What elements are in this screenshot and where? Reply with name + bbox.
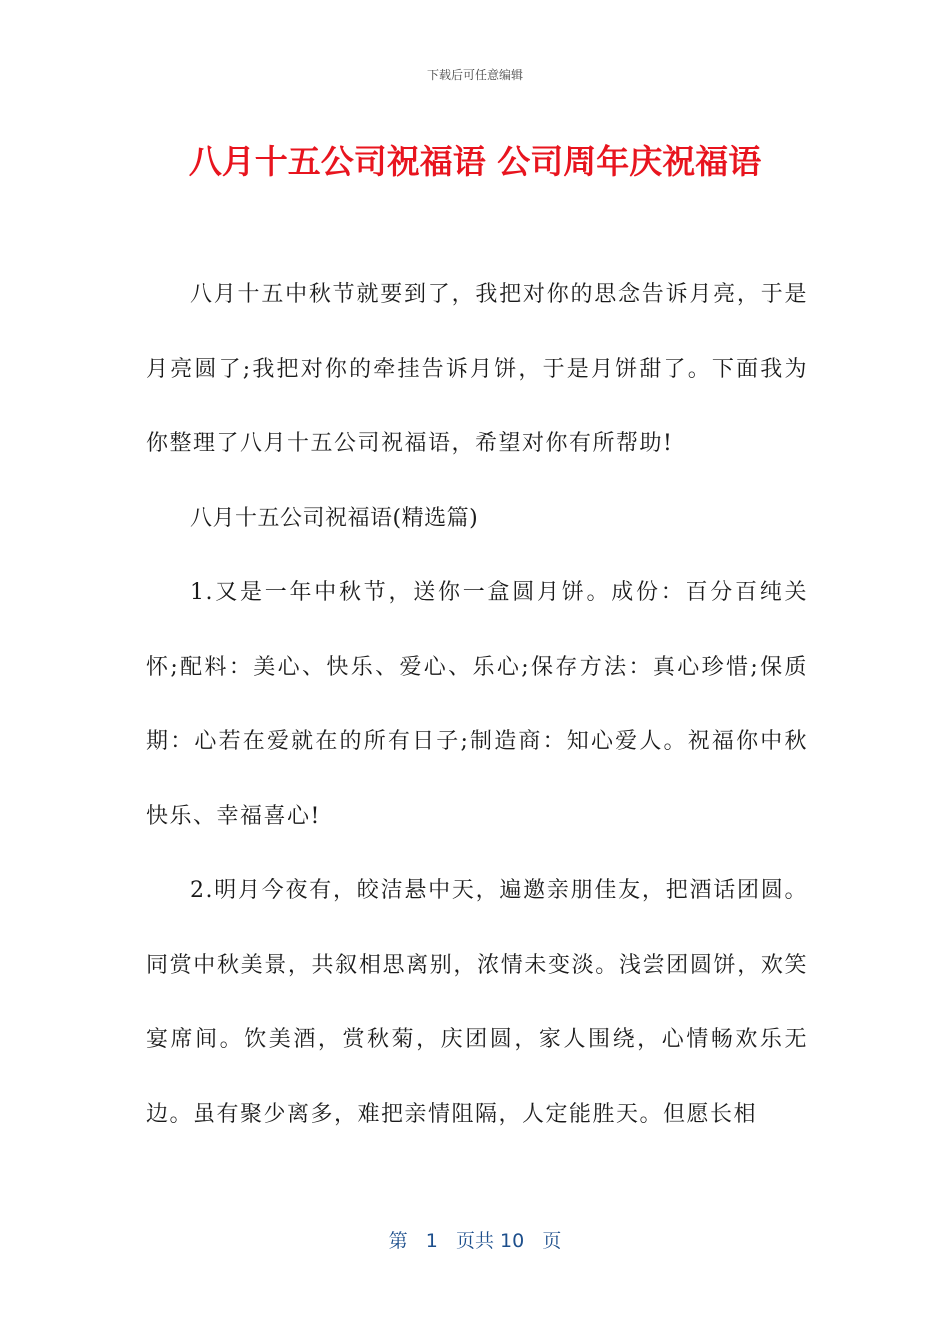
section-heading: 八月十五公司祝福语(精选篇)	[190, 505, 479, 531]
footer-suffix: 页	[542, 1230, 562, 1252]
footer-middle: 页共	[455, 1230, 494, 1252]
document-body	[146, 258, 808, 1152]
intro-paragraph: 八月十五中秋节就要到了，我把对你的思念告诉月亮，于是月亮圆了;我把对你的牵挂告诉月饼，于是月饼甜了。下面我为你整理了八月十五公司祝福语，希望对你有所帮助!	[146, 282, 808, 456]
document-title: 八月十五公司祝福语 公司周年庆祝福语	[188, 142, 762, 181]
footer-prefix: 第	[388, 1230, 408, 1252]
footer-current-page: 1	[425, 1230, 438, 1252]
page-footer	[0, 1226, 950, 1253]
footer-total-pages: 10	[500, 1230, 525, 1252]
wish-paragraph-2: 2.明月今夜有，皎洁悬中天，遍邀亲朋佳友，把酒话团圆。同赏中秋美景，共叙相思离别，浓情未变淡。浅尝团圆饼，欢笑宴席间。饮美酒，赏秋菊，庆团圆，家人围绕，心情畅欢乐无边。虽有聚少离多，难把亲情阻隔，人定能胜天。但愿长相	[146, 878, 808, 1127]
header-note: 下载后可任意编辑	[426, 68, 523, 82]
wish-paragraph-1: 1.又是一年中秋节，送你一盒圆月饼。成份：百分百纯关怀;配料：美心、快乐、爱心、乐心;保存方法：真心珍惜;保质期：心若在爱就在的所有日子;制造商：知心爱人。祝福你中秋快乐、幸福喜心!	[146, 580, 808, 829]
